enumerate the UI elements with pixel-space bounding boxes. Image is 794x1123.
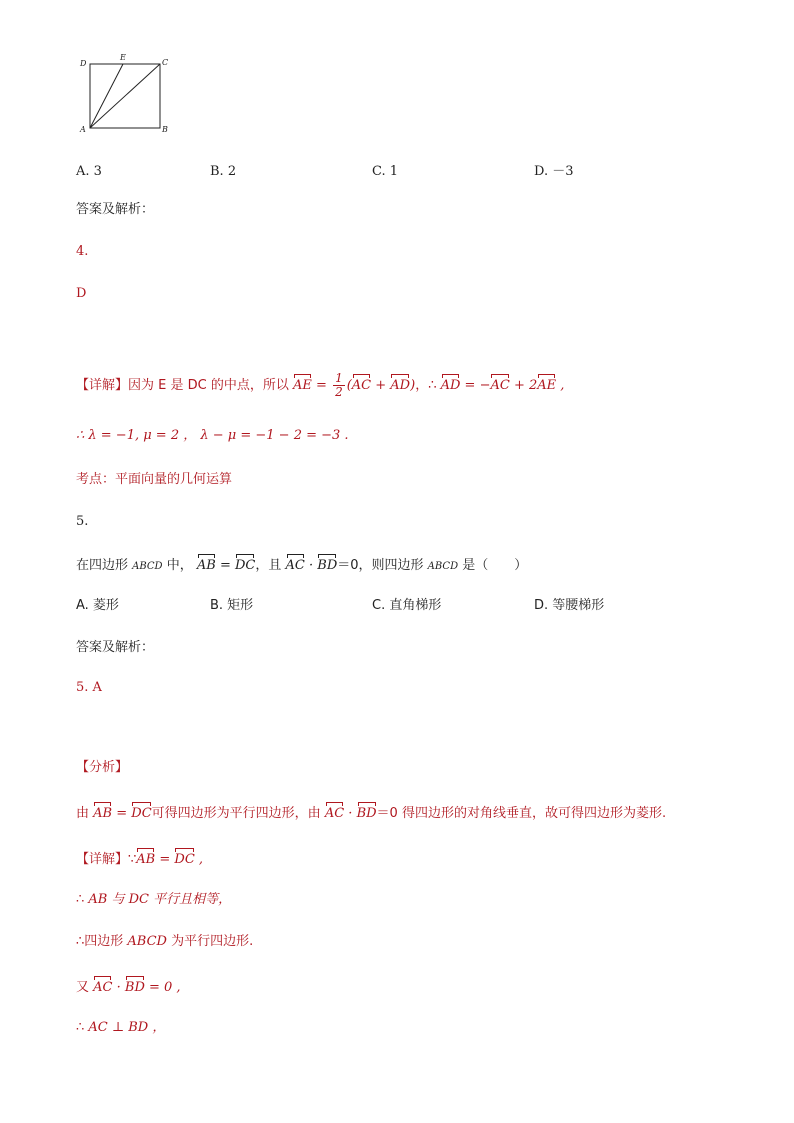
q4-option-b: B. 2 bbox=[210, 164, 237, 179]
q5-formula-ab-dc: AB = DC bbox=[197, 558, 256, 573]
q4-answer-heading: 答案及解析： bbox=[76, 202, 155, 217]
q5-option-c: C. 直角梯形 bbox=[372, 598, 442, 613]
q5-question-text-d: ＝0，则四边形 bbox=[337, 558, 428, 573]
q5-analysis-formula-2: AC · BD bbox=[325, 806, 377, 821]
label-d: D bbox=[80, 59, 87, 68]
q5-quad-name-2: ABCD bbox=[427, 561, 459, 572]
q5-step4: ∴ AC ⊥ BD ， bbox=[76, 1020, 166, 1035]
q5-option-d: D. 等腰梯形 bbox=[534, 598, 605, 613]
q4-option-a: A. 3 bbox=[76, 164, 102, 179]
square-figure bbox=[76, 52, 176, 136]
q5-step3 bbox=[76, 976, 181, 996]
q5-detail-tag: 【详解】 bbox=[76, 852, 129, 867]
q5-analysis-text-a: 由 bbox=[76, 806, 90, 821]
q5-quad-name: ABCD bbox=[132, 561, 163, 572]
formula-ae-half: AE = $\frac{1}{2}$ (AC + AD) bbox=[293, 371, 416, 399]
label-b: B bbox=[162, 125, 168, 134]
q5-option-a: A. 菱形 bbox=[76, 598, 119, 613]
q5-question bbox=[76, 554, 527, 575]
q4-number: 4. bbox=[76, 244, 89, 259]
q5-step2-text-c: 为平行四边形. bbox=[166, 934, 254, 949]
label-e: E bbox=[120, 53, 126, 62]
q5-analysis-text-b: 可得四边形为平行四边形，由 bbox=[151, 806, 321, 821]
segment-ac bbox=[90, 64, 160, 128]
q5-number: 5. bbox=[76, 514, 89, 529]
q5-detail-formula: AB = DC , bbox=[136, 852, 203, 867]
q5-step3-formula: AC · BD = 0 , bbox=[93, 980, 180, 995]
q5-question-text-e: 是（ ） bbox=[458, 558, 528, 573]
q4-answer: D bbox=[76, 286, 87, 301]
q5-step4-text: AC ⊥ BD ， bbox=[88, 1020, 166, 1035]
q4-knowledge-point: 考点：平面向量的几何运算 bbox=[76, 472, 233, 487]
detail-text-a: 因为 E 是 DC 的中点，所以 bbox=[128, 378, 289, 393]
q4-option-c: C. 1 bbox=[372, 164, 399, 179]
q5-analysis-text-c: ＝0 得四边形的对角线垂直，故可得四边形为菱形. bbox=[376, 806, 667, 821]
q5-analysis-formula-1: AB = DC bbox=[93, 806, 152, 821]
q5-detail-line1: 【详解】∵AB = DC , bbox=[76, 848, 203, 868]
q5-analysis-tag: 【分析】 bbox=[76, 760, 129, 775]
label-a: A bbox=[80, 125, 86, 134]
q5-answer-heading: 答案及解析： bbox=[76, 640, 155, 655]
q5-step1-text: AB 与 DC 平行且相等， bbox=[88, 892, 232, 907]
detail-text-b: ，∴ bbox=[415, 378, 437, 393]
q5-option-b: B. 矩形 bbox=[210, 598, 254, 613]
q5-question-text-b: 中， bbox=[162, 558, 193, 573]
q5-step2-quad: ABCD bbox=[127, 934, 167, 949]
label-c: C bbox=[162, 58, 169, 67]
q5-formula-ac-bd: AC · BD bbox=[286, 558, 338, 573]
q5-step1: ∴ AB 与 DC 平行且相等， bbox=[76, 892, 232, 907]
q5-question-text-a: 在四边形 bbox=[76, 558, 133, 573]
q5-analysis bbox=[76, 802, 666, 822]
q5-question-text-c: ，且 bbox=[255, 558, 282, 573]
q5-step2: ∴四边形 ABCD 为平行四边形. bbox=[76, 934, 254, 949]
formula-ad: AD = −AC + 2AE , bbox=[441, 378, 565, 393]
q5-step2-text-a: 四边形 bbox=[84, 934, 128, 949]
detail-tag: 【详解】 bbox=[76, 378, 129, 393]
q5-answer: 5. A bbox=[76, 680, 102, 695]
q4-option-d: D. －3 bbox=[534, 164, 574, 179]
q5-step3-text: 又 bbox=[76, 980, 94, 995]
q4-detail-line1 bbox=[76, 372, 564, 399]
q4-detail-line2: ∴ λ = −1, μ = 2 ， λ − μ = −1 − 2 = −3 . bbox=[76, 428, 349, 443]
segment-ae bbox=[90, 64, 123, 128]
